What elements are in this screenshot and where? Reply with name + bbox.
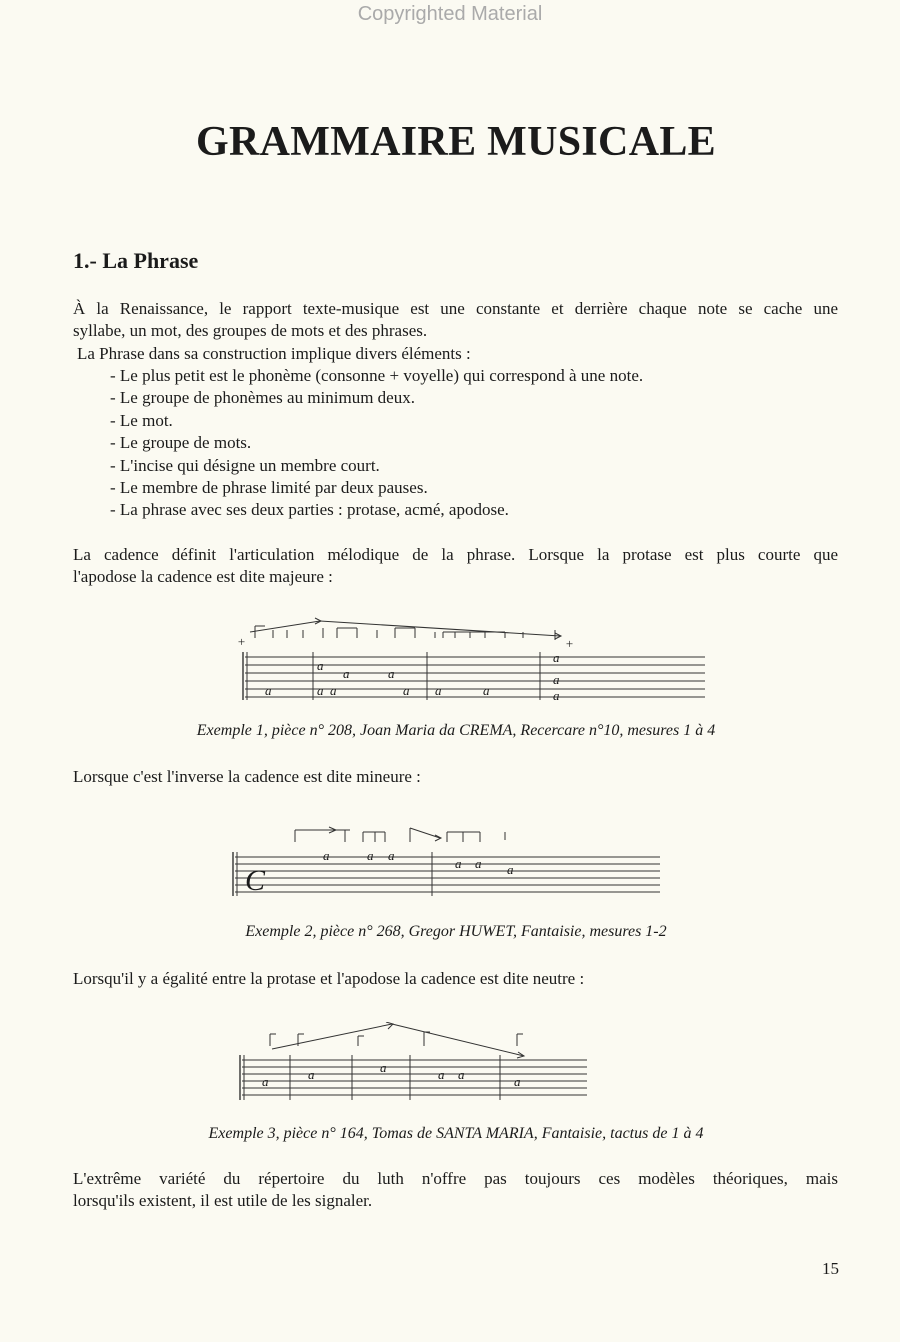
tab-letter: a xyxy=(262,1074,269,1089)
conclusion-line-1: L'extrême variété du répertoire du luth n'offre pas toujours ces modèles théoriques, mais xyxy=(73,1169,838,1188)
list-item: - La phrase avec ses deux parties : protase, acmé, apodose. xyxy=(110,500,509,520)
example-2-caption: Exemple 2, pièce n° 268, Gregor HUWET, Fantaisie, mesures 1-2 xyxy=(245,923,667,940)
tab-letter: a xyxy=(458,1067,465,1082)
list-item: - Le mot. xyxy=(110,410,173,430)
tab-letter: a xyxy=(323,848,330,863)
tab-letter: a xyxy=(475,856,482,871)
conclusion-line-2: lorsqu'ils existent, il est utile de les signaler. xyxy=(73,1191,373,1210)
tab-letter: a xyxy=(507,862,514,877)
cadence-line-1: La cadence définit l'articulation mélodique de la phrase. Lorsque la protase est plus courte que xyxy=(73,545,838,564)
cadence-line-2: l'apodose la cadence est dite majeure : xyxy=(73,567,333,586)
tab-letter: a xyxy=(317,658,324,673)
example-1-caption: Exemple 1, pièce n° 208, Joan Maria da CREMA, Recercare n°10, mesures 1 à 4 xyxy=(196,722,716,739)
tab-letter: a xyxy=(553,688,560,703)
tab-letter: a xyxy=(553,650,560,665)
svg-text:+: + xyxy=(237,634,246,649)
tab-letter: a xyxy=(380,1060,387,1075)
tab-letter: a xyxy=(308,1067,315,1082)
tab-letter: a xyxy=(455,856,462,871)
tab-letter: a xyxy=(265,683,272,698)
svg-text:+: + xyxy=(565,636,574,651)
phrase-elements-list xyxy=(110,365,643,522)
mensuration-sign: C xyxy=(245,864,266,897)
tab-letter: a xyxy=(483,683,490,698)
tab-letter: a xyxy=(435,683,442,698)
neutral-cadence-text: Lorsqu'il y a égalité entre la protase et l'apodose la cadence est dite neutre : xyxy=(73,969,585,988)
tab-letter: a xyxy=(330,683,337,698)
list-item: - Le plus petit est le phonème (consonne + voyelle) qui correspond à une note. xyxy=(110,366,644,385)
tab-letter: a xyxy=(343,666,350,681)
tab-letter: a xyxy=(388,666,395,681)
list-item: - Le membre de phrase limité par deux pauses. xyxy=(110,478,428,498)
list-item: - Le groupe de mots. xyxy=(110,433,252,453)
tab-letter: a xyxy=(367,848,374,863)
intro-line-1: À la Renaissance, le rapport texte-musique est une constante et derrière chaque note se cache une xyxy=(73,299,838,318)
example-3-caption: Exemple 3, pièce n° 164, Tomas de SANTA MARIA, Fantaisie, tactus de 1 à 4 xyxy=(208,1125,704,1142)
tab-letter: a xyxy=(403,683,410,698)
tab-letter: a xyxy=(438,1067,445,1082)
tab-letter: a xyxy=(514,1074,521,1089)
tablature-example-3 xyxy=(232,1022,592,1106)
list-item: - Le groupe de phonèmes au minimum deux. xyxy=(110,388,415,408)
intro-line-3: La Phrase dans sa construction implique divers éléments : xyxy=(77,344,471,363)
tab-letter: a xyxy=(388,848,395,863)
tablature-example-1 xyxy=(225,612,710,710)
tablature-example-2 xyxy=(225,822,665,902)
page-title: GRAMMAIRE MUSICALE xyxy=(196,119,716,165)
minor-cadence-text: Lorsque c'est l'inverse la cadence est dite mineure : xyxy=(73,767,421,786)
tab-letter: a xyxy=(317,683,324,698)
copyright-watermark: Copyrighted Material xyxy=(357,3,543,25)
page-number: 15 xyxy=(822,1259,839,1278)
section-heading: 1.- La Phrase xyxy=(73,248,199,273)
intro-line-2: syllabe, un mot, des groupes de mots et des phrases. xyxy=(73,321,428,340)
list-item: - L'incise qui désigne un membre court. xyxy=(110,455,380,475)
tab-letter: a xyxy=(553,672,560,687)
